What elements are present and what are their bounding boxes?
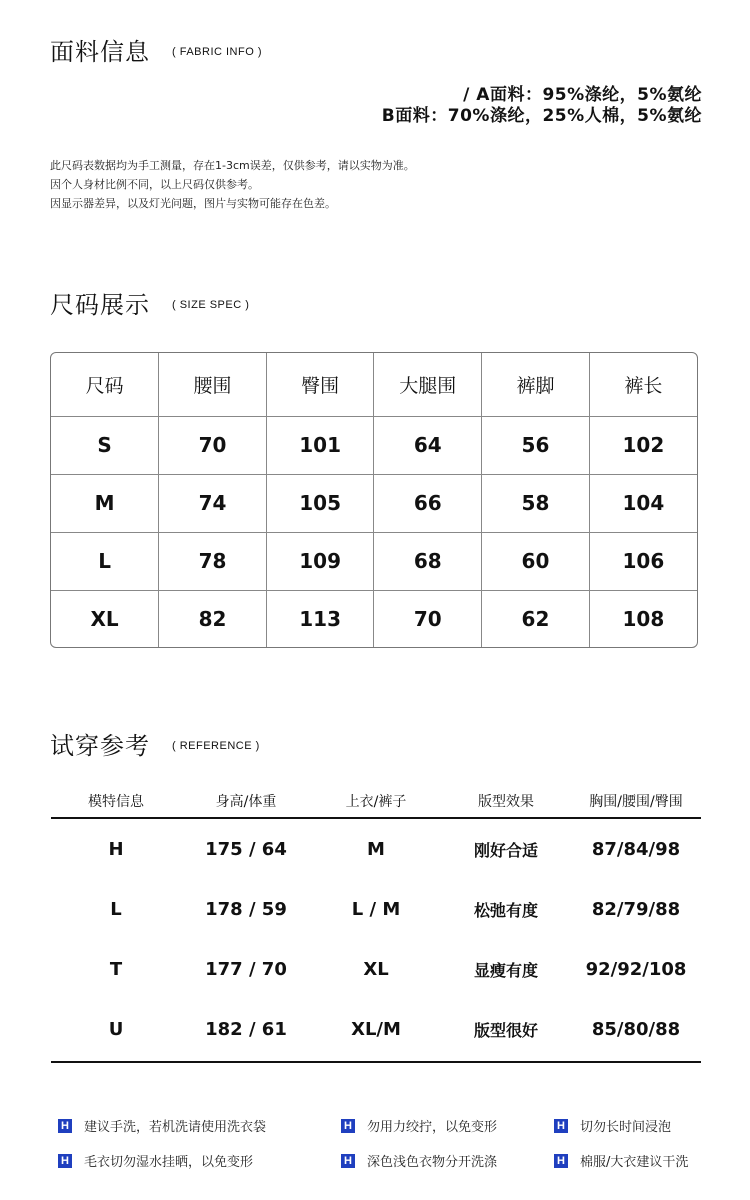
table-row	[51, 999, 701, 1059]
care-item	[58, 1151, 253, 1170]
reference-table	[51, 785, 701, 1063]
reference-cell: XL	[363, 958, 389, 980]
reference-header-cell: 模特信息	[88, 794, 144, 810]
size-header-cell: 腰围	[159, 353, 267, 416]
reference-section-subtitle: ( REFERENCE )	[172, 740, 260, 752]
reference-cell: 182 / 61	[205, 1018, 287, 1040]
size-cell: 109	[266, 532, 374, 590]
size-cell: 70	[374, 590, 482, 647]
reference-cell: 刚好合适	[473, 840, 538, 860]
reference-cell: 178 / 59	[205, 898, 287, 920]
care-item	[554, 1151, 688, 1170]
table-row	[51, 819, 701, 879]
fabric-section-subtitle: ( FABRIC INFO )	[172, 46, 262, 58]
size-cell: 105	[266, 474, 374, 532]
reference-cell: 82/79/88	[591, 898, 681, 920]
fabric-line-b: B面料：70%涤纶，25%人棉，5%氨纶	[381, 106, 702, 126]
size-cell: 74	[159, 474, 267, 532]
care-item-label: 建议手洗，若机洗请使用洗衣袋	[84, 1120, 267, 1135]
care-item-label: 切勿长时间浸泡	[580, 1120, 672, 1135]
h-care-icon: H	[554, 1154, 568, 1168]
size-header-cell: 尺码	[51, 353, 159, 416]
body-ratio-note: 因个人身材比例不同，以上尺码仅供参考。	[50, 178, 259, 191]
reference-cell: U	[108, 1018, 124, 1040]
h-care-icon: H	[554, 1119, 568, 1133]
reference-cell: H	[108, 838, 124, 860]
reference-bottom-rule	[51, 1061, 701, 1063]
size-cell: M	[51, 474, 159, 532]
reference-cell: 版型很好	[473, 1020, 538, 1040]
care-item-label: 深色浅色衣物分开洗涤	[367, 1155, 498, 1170]
size-cell: L	[51, 532, 159, 590]
reference-cell: 175 / 64	[205, 838, 287, 860]
care-item	[554, 1116, 671, 1135]
size-cell: 78	[159, 532, 267, 590]
table-row	[51, 879, 701, 939]
size-header-cell: 大腿围	[374, 353, 482, 416]
size-cell: S	[51, 416, 159, 474]
reference-cell: 松弛有度	[473, 900, 538, 920]
reference-header-cell: 身高/体重	[215, 794, 277, 810]
size-header-cell: 裤长	[589, 353, 697, 416]
h-care-icon: H	[58, 1154, 72, 1168]
size-cell: 106	[589, 532, 697, 590]
size-section-subtitle: ( SIZE SPEC )	[172, 299, 250, 311]
table-row	[51, 939, 701, 999]
reference-header-cell: 版型效果	[478, 794, 534, 810]
reference-header-cell: 胸围/腰围/臀围	[589, 794, 683, 810]
table-row	[51, 532, 697, 590]
size-cell: 62	[482, 590, 590, 647]
reference-header-row	[51, 785, 701, 819]
size-cell: 68	[374, 532, 482, 590]
size-cell: 56	[482, 416, 590, 474]
care-item-label: 毛衣切勿湿水挂晒，以免变形	[84, 1155, 254, 1170]
reference-cell: XL/M	[351, 1018, 401, 1040]
reference-cell: 177 / 70	[205, 958, 287, 980]
reference-cell: T	[109, 958, 123, 980]
size-table-header-row	[51, 353, 697, 416]
h-care-icon: H	[341, 1154, 355, 1168]
size-cell: XL	[51, 590, 159, 647]
fabric-section-title: 面料信息	[50, 38, 150, 66]
size-cell: 60	[482, 532, 590, 590]
reference-cell: 85/80/88	[591, 1018, 681, 1040]
h-care-icon: H	[341, 1119, 355, 1133]
size-cell: 58	[482, 474, 590, 532]
size-cell: 102	[589, 416, 697, 474]
size-cell: 101	[266, 416, 374, 474]
measurement-note: 此尺码表数据均为手工测量，存在1-3cm误差，仅供参考，请以实物为准。	[50, 159, 415, 172]
reference-cell: L / M	[351, 898, 401, 920]
size-table	[50, 352, 698, 648]
size-header-cell: 裤脚	[482, 353, 590, 416]
table-row	[51, 474, 697, 532]
reference-cell: 87/84/98	[591, 838, 681, 860]
reference-cell: M	[367, 838, 385, 860]
care-item	[58, 1116, 266, 1135]
table-row	[51, 416, 697, 474]
care-item	[341, 1116, 497, 1135]
table-row	[51, 590, 697, 647]
reference-cell: 92/92/108	[585, 958, 687, 980]
h-care-icon: H	[58, 1119, 72, 1133]
size-header-cell: 臀围	[266, 353, 374, 416]
care-item-label: 勿用力绞拧，以免变形	[367, 1120, 498, 1135]
size-section-title: 尺码展示	[50, 291, 150, 319]
size-cell: 108	[589, 590, 697, 647]
reference-header-cell: 上衣/裤子	[345, 794, 407, 810]
care-item	[341, 1151, 497, 1170]
size-cell: 66	[374, 474, 482, 532]
fabric-line-a: / A面料：95%涤纶，5%氨纶	[463, 85, 702, 105]
size-cell: 104	[589, 474, 697, 532]
reference-section-title: 试穿参考	[50, 732, 150, 760]
reference-cell: L	[110, 898, 122, 920]
color-difference-note: 因显示器差异，以及灯光问题，图片与实物可能存在色差。	[50, 197, 336, 210]
size-cell: 82	[159, 590, 267, 647]
size-cell: 70	[159, 416, 267, 474]
reference-cell: 显瘦有度	[473, 960, 538, 980]
size-cell: 113	[266, 590, 374, 647]
care-item-label: 棉服/大衣建议干洗	[580, 1155, 689, 1170]
size-cell: 64	[374, 416, 482, 474]
